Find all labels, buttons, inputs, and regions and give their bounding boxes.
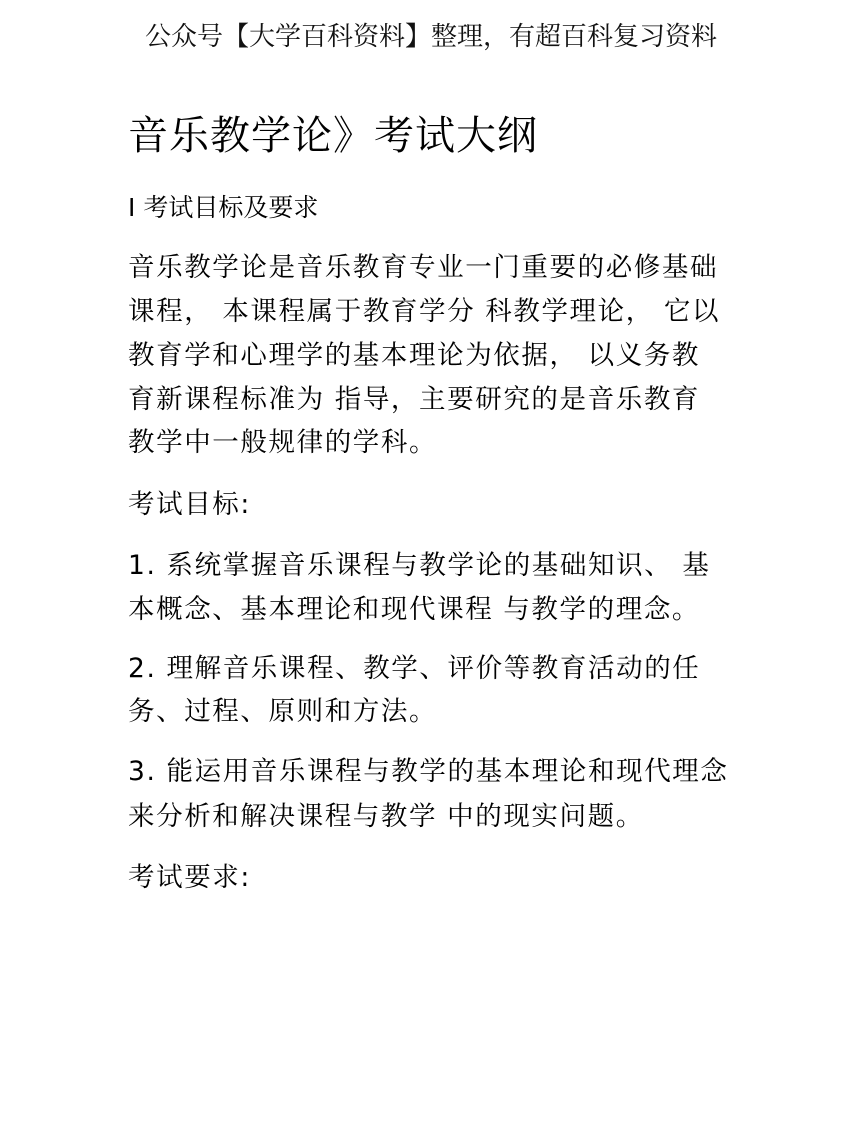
goal-line: 本概念、基本理论和现代课程 与教学的理念。 [128, 594, 701, 625]
goal-line: 来分析和解决课程与教学 中的现实问题。 [128, 801, 644, 832]
goal-line: 务、过程、原则和方法。 [128, 696, 438, 727]
goal-line: 2. 理解音乐课程、教学、评价等教育活动的任 [128, 653, 701, 684]
intro-line: 育新课程标准为 指导，主要研究的是音乐教育 [128, 384, 701, 415]
intro-line: 教育学和心理学的基本理论为依据， 以义务教 [128, 340, 701, 371]
intro-line: 教学中一般规律的学科。 [128, 427, 438, 458]
page-header: 公众号【大学百科资料】整理，有超百科复习资料 [145, 22, 718, 52]
goal-line: 1. 系统掌握音乐课程与教学论的基础知识、 基 [128, 550, 711, 581]
section-heading: I 考试目标及要求 [128, 193, 319, 222]
goal-line: 3. 能运用音乐课程与教学的基本理论和现代理念 [128, 756, 729, 787]
document-title: 音乐教学论》考试大纲 [128, 113, 538, 159]
intro-line: 音乐教学论是音乐教育专业一门重要的必修基础 [128, 252, 719, 283]
requirements-label: 考试要求: [128, 862, 251, 893]
goals-label: 考试目标: [128, 489, 251, 520]
intro-line: 课程， 本课程属于教育学分 科教学理论， 它以 [128, 296, 721, 327]
